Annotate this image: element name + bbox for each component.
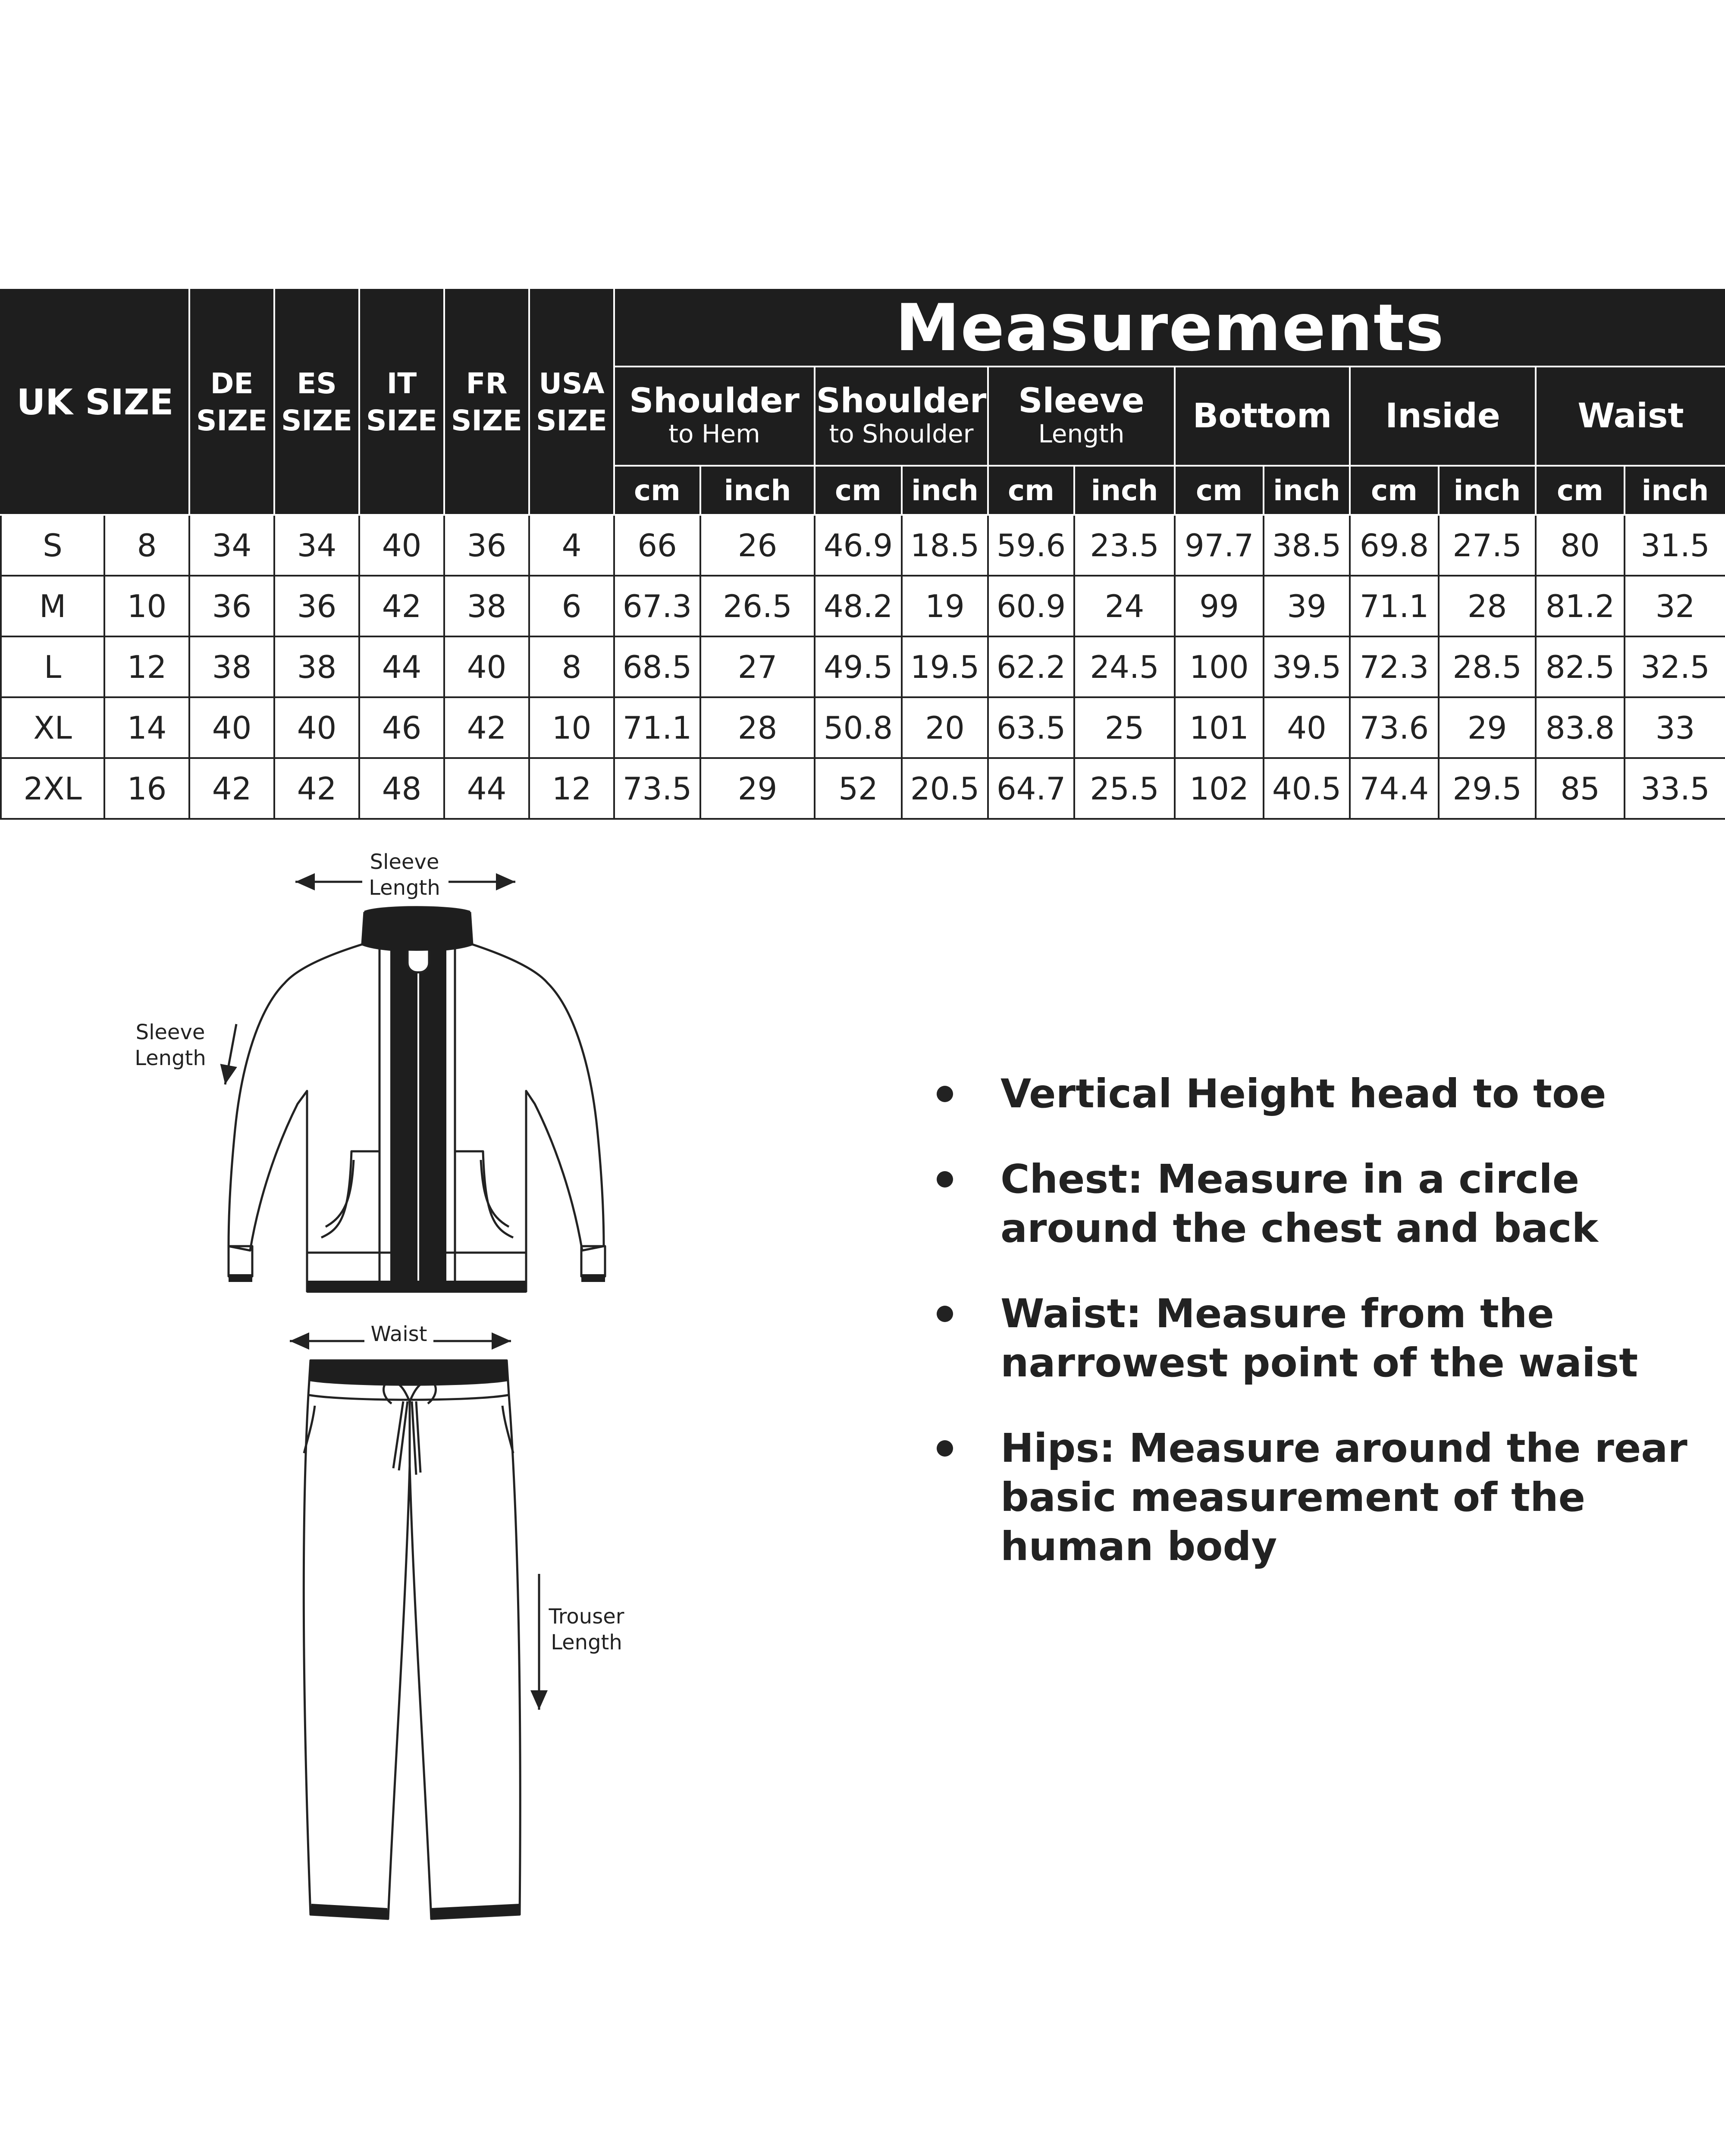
trouser-length-label-1: Trouser bbox=[549, 1604, 624, 1629]
table-cell: 8 bbox=[104, 515, 189, 576]
unit-header-cm: cm bbox=[1350, 466, 1439, 515]
group-shoulder-to-shoulder: Shoulder to Shoulder bbox=[815, 367, 988, 466]
unit-header-inch: inch bbox=[902, 466, 988, 515]
table-cell: M bbox=[1, 576, 104, 636]
table-cell: 28 bbox=[700, 697, 815, 758]
table-cell: 16 bbox=[104, 758, 189, 819]
instruction-item-waist: Waist: Measure from the narrowest point of the waist bbox=[927, 1289, 1703, 1388]
table-cell: 27 bbox=[700, 636, 815, 697]
table-cell: 32 bbox=[1625, 576, 1725, 636]
table-cell: 29.5 bbox=[1439, 758, 1536, 819]
table-cell: 60.9 bbox=[988, 576, 1074, 636]
table-cell: 10 bbox=[529, 697, 614, 758]
table-cell: 67.3 bbox=[614, 576, 700, 636]
table-cell: 23.5 bbox=[1074, 515, 1175, 576]
uk-size-header: UK SIZE bbox=[1, 290, 189, 515]
table-cell: 24.5 bbox=[1074, 636, 1175, 697]
group-sleeve-length: Sleeve Length bbox=[988, 367, 1175, 466]
table-cell: 40 bbox=[444, 636, 529, 697]
instruction-item-chest: Chest: Measure in a circle around the chest and back bbox=[927, 1155, 1703, 1253]
table-cell: 85 bbox=[1536, 758, 1625, 819]
sleeve-length-top-label-1: Sleeve bbox=[370, 850, 439, 874]
table-cell: 36 bbox=[189, 576, 274, 636]
table-row bbox=[1, 515, 1725, 576]
table-cell: 83.8 bbox=[1536, 697, 1625, 758]
unit-header-cm: cm bbox=[614, 466, 700, 515]
table-cell: 25 bbox=[1074, 697, 1175, 758]
table-cell: 38 bbox=[189, 636, 274, 697]
table-cell: 46.9 bbox=[815, 515, 902, 576]
table-cell: 68.5 bbox=[614, 636, 700, 697]
group-shoulder-to-hem: Shoulder to Hem bbox=[614, 367, 815, 466]
bullet-dot-icon bbox=[937, 1171, 953, 1188]
table-cell: 63.5 bbox=[988, 697, 1074, 758]
table-cell: 34 bbox=[274, 515, 359, 576]
table-cell: 34 bbox=[189, 515, 274, 576]
size-chart-body bbox=[1, 515, 1725, 819]
table-cell: 14 bbox=[104, 697, 189, 758]
table-cell: 40.5 bbox=[1264, 758, 1350, 819]
table-cell: S bbox=[1, 515, 104, 576]
table-cell: 36 bbox=[444, 515, 529, 576]
table-cell: 25.5 bbox=[1074, 758, 1175, 819]
table-cell: 6 bbox=[529, 576, 614, 636]
table-cell: 27.5 bbox=[1439, 515, 1536, 576]
table-cell: 99 bbox=[1175, 576, 1264, 636]
table-cell: 71.1 bbox=[614, 697, 700, 758]
table-cell: 62.2 bbox=[988, 636, 1074, 697]
unit-header-inch: inch bbox=[1264, 466, 1350, 515]
measurements-title: Measurements bbox=[614, 290, 1725, 367]
table-cell: 69.8 bbox=[1350, 515, 1439, 576]
group-waist: Waist bbox=[1536, 367, 1725, 466]
table-row bbox=[1, 758, 1725, 819]
table-cell: 40 bbox=[1264, 697, 1350, 758]
table-cell: 28 bbox=[1439, 576, 1536, 636]
table-cell: 73.6 bbox=[1350, 697, 1439, 758]
table-cell: 50.8 bbox=[815, 697, 902, 758]
table-cell: 59.6 bbox=[988, 515, 1074, 576]
it-size-header: IT SIZE bbox=[359, 290, 444, 515]
unit-header-cm: cm bbox=[815, 466, 902, 515]
table-cell: 38 bbox=[274, 636, 359, 697]
table-row bbox=[1, 697, 1725, 758]
table-cell: 80 bbox=[1536, 515, 1625, 576]
table-cell: 46 bbox=[359, 697, 444, 758]
table-cell: 33.5 bbox=[1625, 758, 1725, 819]
table-cell: 19 bbox=[902, 576, 988, 636]
table-cell: 39.5 bbox=[1264, 636, 1350, 697]
table-cell: 40 bbox=[359, 515, 444, 576]
table-cell: 40 bbox=[189, 697, 274, 758]
waist-label: Waist bbox=[370, 1322, 427, 1346]
table-cell: 52 bbox=[815, 758, 902, 819]
es-size-header: ES SIZE bbox=[274, 290, 359, 515]
table-cell: 97.7 bbox=[1175, 515, 1264, 576]
de-size-header: DE SIZE bbox=[189, 290, 274, 515]
sleeve-length-side-label-1: Sleeve bbox=[135, 1020, 205, 1044]
table-cell: 12 bbox=[529, 758, 614, 819]
table-cell: 49.5 bbox=[815, 636, 902, 697]
table-cell: 44 bbox=[444, 758, 529, 819]
unit-header-inch: inch bbox=[1074, 466, 1175, 515]
table-cell: 8 bbox=[529, 636, 614, 697]
table-cell: 72.3 bbox=[1350, 636, 1439, 697]
table-cell: 28.5 bbox=[1439, 636, 1536, 697]
unit-header-inch: inch bbox=[1439, 466, 1536, 515]
table-cell: 26.5 bbox=[700, 576, 815, 636]
table-cell: 40 bbox=[274, 697, 359, 758]
table-row bbox=[1, 576, 1725, 636]
table-cell: 102 bbox=[1175, 758, 1264, 819]
table-cell: 38 bbox=[444, 576, 529, 636]
table-cell: 19.5 bbox=[902, 636, 988, 697]
unit-header-cm: cm bbox=[1175, 466, 1264, 515]
instruction-item-hips: Hips: Measure around the rear basic measurement of the human body bbox=[927, 1424, 1703, 1571]
table-cell: 48.2 bbox=[815, 576, 902, 636]
table-cell: 18.5 bbox=[902, 515, 988, 576]
sleeve-length-top-label-2: Length bbox=[369, 876, 440, 900]
table-cell: 20.5 bbox=[902, 758, 988, 819]
table-cell: 42 bbox=[444, 697, 529, 758]
group-bottom: Bottom bbox=[1175, 367, 1350, 466]
table-cell: 39 bbox=[1264, 576, 1350, 636]
header-row-title bbox=[1, 290, 1725, 367]
unit-header-cm: cm bbox=[988, 466, 1074, 515]
instruction-item-vertical-height: Vertical Height head to toe bbox=[927, 1069, 1703, 1119]
table-cell: 64.7 bbox=[988, 758, 1074, 819]
table-cell: 100 bbox=[1175, 636, 1264, 697]
table-cell: 12 bbox=[104, 636, 189, 697]
unit-header-cm: cm bbox=[1536, 466, 1625, 515]
table-cell: 38.5 bbox=[1264, 515, 1350, 576]
bullet-dot-icon bbox=[937, 1306, 953, 1322]
table-cell: 66 bbox=[614, 515, 700, 576]
table-cell: 42 bbox=[189, 758, 274, 819]
table-cell: XL bbox=[1, 697, 104, 758]
table-cell: 36 bbox=[274, 576, 359, 636]
usa-size-header: USA SIZE bbox=[529, 290, 614, 515]
trouser-length-label-2: Length bbox=[551, 1630, 622, 1655]
table-cell: 71.1 bbox=[1350, 576, 1439, 636]
table-cell: 2XL bbox=[1, 758, 104, 819]
table-cell: 20 bbox=[902, 697, 988, 758]
fr-size-header: FR SIZE bbox=[444, 290, 529, 515]
table-cell: 82.5 bbox=[1536, 636, 1625, 697]
table-cell: 4 bbox=[529, 515, 614, 576]
sleeve-length-side-label-2: Length bbox=[135, 1046, 206, 1070]
table-cell: 32.5 bbox=[1625, 636, 1725, 697]
group-inside: Inside bbox=[1350, 367, 1536, 466]
table-cell: 48 bbox=[359, 758, 444, 819]
table-cell: 42 bbox=[359, 576, 444, 636]
table-cell: 26 bbox=[700, 515, 815, 576]
table-cell: 101 bbox=[1175, 697, 1264, 758]
table-cell: 81.2 bbox=[1536, 576, 1625, 636]
table-cell: 29 bbox=[1439, 697, 1536, 758]
sleeve-length-side-arrow-icon bbox=[225, 1024, 236, 1084]
size-chart-table bbox=[0, 289, 1725, 820]
table-cell: 24 bbox=[1074, 576, 1175, 636]
table-cell: 29 bbox=[700, 758, 815, 819]
table-cell: 42 bbox=[274, 758, 359, 819]
table-cell: 73.5 bbox=[614, 758, 700, 819]
table-cell: 33 bbox=[1625, 697, 1725, 758]
table-row bbox=[1, 636, 1725, 697]
trousers-icon bbox=[304, 1360, 520, 1919]
table-cell: 10 bbox=[104, 576, 189, 636]
table-cell: 31.5 bbox=[1625, 515, 1725, 576]
unit-header-inch: inch bbox=[700, 466, 815, 515]
bullet-dot-icon bbox=[937, 1086, 953, 1102]
table-cell: L bbox=[1, 636, 104, 697]
table-cell: 44 bbox=[359, 636, 444, 697]
table-cell: 74.4 bbox=[1350, 758, 1439, 819]
garment-diagram bbox=[125, 845, 686, 1932]
unit-header-inch: inch bbox=[1625, 466, 1725, 515]
bullet-dot-icon bbox=[937, 1440, 953, 1457]
measurement-instructions-list bbox=[927, 1069, 1703, 1608]
